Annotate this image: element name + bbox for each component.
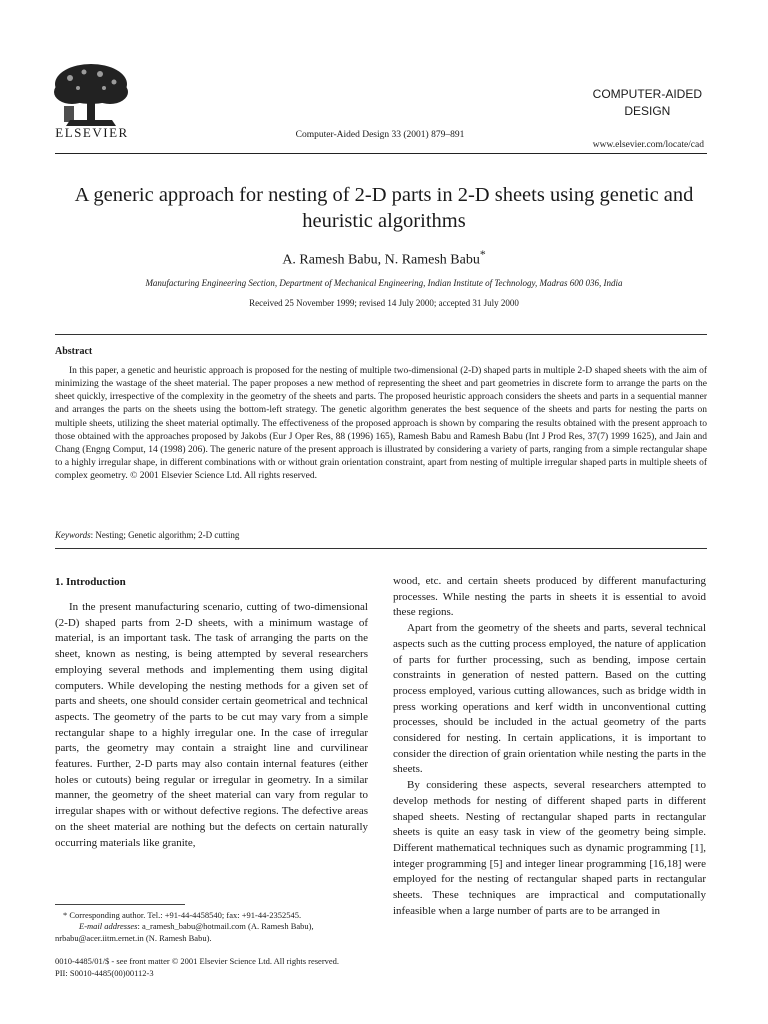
journal-title-line2: DESIGN bbox=[624, 104, 671, 118]
email-label: E-mail addresses bbox=[79, 921, 138, 932]
keywords-list: : Nesting; Genetic algorithm; 2-D cutting bbox=[90, 530, 240, 540]
abstract-text: In this paper, a genetic and heuristic approach is proposed for the nesting of multiple two-dimensional (2-D) shaped parts in multiple 2-D shaped sheets with the aim of minimizing the wastage of the sheet material. The paper proposes a new method of representing the sheet and part geometries in discrete form to arrange the parts on the sheet quickly, irrespective of the complexity in the geometry of the sheets and parts. The proposed heuristic approach considers the sheets and parts in a sequential manner and arranges the parts on the sheets using the bottom-left strategy. The genetic algorithm generates the best sequence of the sheets and parts for nesting the parts on multiple sheets, utilizing the sheet material optimally. The effectiveness of the proposed approach is shown by comparing the results obtained with the present approach to those obtained with the approaches proposed by Jakobs (Eur J Oper Res, 88 (1996) 165), Ramesh Babu and Ramesh Babu (Int J Prod Res, 37(7) 1999 1625), and Jain and Chang (Engng Comput, 14 (1998) 206). The generic nature of the present approach is illustrated by considering a variety of parts, ranging from a simple rectangular shape to a highly irregular shape, in different combinations with or without grain orientation constraint, apart from nesting of multiple irregular shaped parts in multiple sheets of complex geometry. © 2001 Elsevier Science Ltd. All rights reserved. bbox=[55, 366, 707, 482]
right-column bbox=[393, 574, 706, 919]
footnote-rule bbox=[55, 904, 185, 905]
author-affiliation: Manufacturing Engineering Section, Department of Mechanical Engineering, Indian Institute of Technology, Madras 600 036, India bbox=[145, 278, 623, 288]
corresponding-author-mark: * bbox=[479, 248, 486, 261]
elsevier-tree-logo bbox=[50, 62, 132, 128]
paragraph: In the present manufacturing scenario, cutting of two-dimensional (2-D) shaped parts from 2-D sheets, with a minimum wastage of material, is an important task. The task of arranging the parts on the sheet, known as nesting, is being attempted by several researchers employing several methods and implementing them using digital computers. While developing the nesting methods for a given set of parts and sheets, one should consider certain geometrical and technical aspects. The geometry of the parts to be cut may vary from a simple rectangular shape to a highly irregular one. In the case of irregular parts, the geometry may contain a straight line and curvilinear features. Further, 2-D parts may also contain internal features (either holes or cutouts) being regular or irregular in geometry. In a similar manner, the geometry of the sheet material can vary from regular to irregular shapes with or without defective regions. The defective areas on the sheet material are nothing but the defects on certain naturally occurring materials like granite, bbox=[55, 601, 368, 849]
abstract-heading: Abstract bbox=[55, 346, 93, 357]
publisher-name: ELSEVIER bbox=[55, 125, 129, 140]
issn-line: 0010-4485/01/$ - see front matter © 2001 Elsevier Science Ltd. All rights reserved. bbox=[55, 956, 340, 966]
keywords-label: Keywords bbox=[55, 530, 91, 540]
header-rule bbox=[55, 153, 707, 154]
received-dates: Received 25 November 1999; revised 14 July 2000; accepted 31 July 2000 bbox=[249, 298, 519, 308]
journal-title-line1: COMPUTER-AIDED bbox=[592, 87, 702, 101]
section-heading-introduction: 1. Introduction bbox=[55, 576, 126, 588]
paragraph: By considering these aspects, several researchers attempted to develop methods for nesting of different shaped parts in different shaped sheets. Nesting of rectangular shaped parts in rectangular sheets is quite an easy task in view of the geometry being simple. Different mathematical techniques such as dynamic programming [1], integer programming [5] and integer linear programming [16,18] were employed for the nesting of rectangular shaped parts in rectangular sheets. These techniques are impractical and computationally infeasible when a large number of parts are to be arranged in bbox=[393, 779, 706, 917]
keywords bbox=[55, 530, 239, 540]
footnote bbox=[55, 910, 368, 944]
paper-title: A generic approach for nesting of 2-D parts in 2-D sheets using genetic and heuristic algorithms bbox=[74, 184, 694, 232]
pii-line: PII: S0010-4485(00)00112-3 bbox=[55, 968, 154, 978]
paragraph: Apart from the geometry of the sheets and parts, several technical aspects such as the cutting process employed, the nature of application of parts for further processing, such as bending, impose certain constraints in generation of nested pattern. Based on the cutting process employed, various cutting allowances, such as bridge width in press working operations and kerf width in unconventional cutting processes, should be included in the actual geometry of the parts considered for nesting. In certain applications, it is important to consider the direction of grain orientation while nesting the parts in the sheets. bbox=[393, 622, 706, 776]
footnote-email-2: nrbabu@acer.iitm.ernet.in (N. Ramesh Babu). bbox=[55, 932, 212, 943]
journal-url[interactable]: www.elsevier.com/locate/cad bbox=[592, 140, 704, 150]
left-column bbox=[55, 600, 368, 851]
paragraph: wood, etc. and certain sheets produced by different manufacturing processes. While nesting the parts in sheets it is essential to avoid these regions. bbox=[393, 575, 706, 619]
title-rule bbox=[55, 334, 707, 335]
journal-title bbox=[593, 86, 702, 120]
footnote-emails bbox=[55, 921, 368, 932]
abstract-rule bbox=[55, 548, 707, 549]
paper-authors bbox=[40, 248, 728, 269]
front-matter bbox=[55, 955, 339, 979]
journal-reference: Computer-Aided Design 33 (2001) 879–891 bbox=[295, 130, 465, 140]
email-text: : a_ramesh_babu@hotmail.com (A. Ramesh Babu), bbox=[137, 921, 314, 932]
footnote-corresponding: * Corresponding author. Tel.: +91-44-4458540; fax: +91-44-2352545. bbox=[63, 910, 302, 920]
author-names: A. Ramesh Babu, N. Ramesh Babu bbox=[282, 252, 480, 268]
